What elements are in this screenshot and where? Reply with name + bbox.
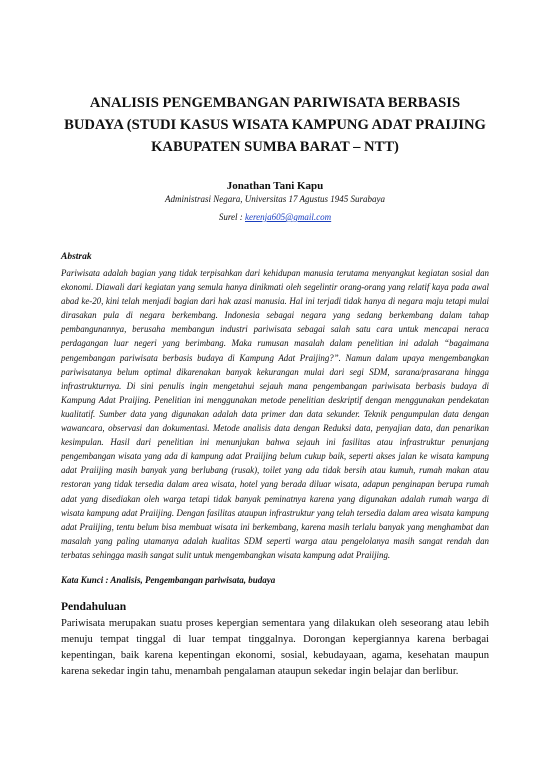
introduction-paragraph: Pariwisata merupakan suatu proses kepergian sementara yang dilakukan oleh seseorang atau lebih menuju tempat tinggal di luar tempat tinggalnya. Dorongan kepergiannya karena berbagai kepentingan, baik karena kepentingan ekonomi, sosial, kebudayaan, agama, kesehatan maupun karena sekedar ingin tahu, menambah pengalaman ataupun sekedar ingin belajar dan berlibur. xyxy=(61,618,489,677)
section-heading-introduction: Pendahuluan xyxy=(61,601,127,613)
paper-title: ANALISIS PENGEMBANGAN PARIWISATA BERBASIS BUDAYA (STUDI KASUS WISATA KAMPUNG ADAT PRAIJING KABUPATEN SUMBA BARAT – NTT) xyxy=(64,95,486,155)
email-label: Surel : xyxy=(218,212,243,222)
author-name: Jonathan Tani Kapu xyxy=(226,180,324,192)
author-affiliation: Administrasi Negara, Universitas 17 Agustus 1945 Surabaya xyxy=(164,194,386,204)
abstract-text: Pariwisata adalah bagian yang tidak terpisahkan dari kehidupan manusia terutama menyangkut kegiatan sosial dan ekonomi. Diawali dari kegiatan yang semula hanya dinikmati oleh segelintir orang-orang yang relatif kaya pada awal abad ke-20, kini telah menjadi bagian dari hak azasi manusia. Hal ini terjadi tidak hanya di negara maju tetapi mulai dirasakan pula di negara berkembang. Indonesia sebagai negara yang sedang berkembang dalam tahap pembangunannya, berusaha membangun industri pariwisata sebagai salah satu cara untuk mencapai neraca perdagangan luar negeri yang berimbang. Maka rumusan masalah dalam penelitian ini adalah “bagaimana pengembangan pariwisata berbasis budaya di Kampung Adat Praijing?”. Namun dalam upaya mengembangkan pariwisatanya belum optimal dikarenakan banyak kekurangan mulai dari segi SDM, sarana/prasarana hingga infrastrukturnya. Di sini penulis ingin mengetahui sejauh mana pengembangan pariwisata berbasis budaya di Kampung Adat Praijing. Penelitian ini menggunakan metode penelitian deskriptif dengan menggunakan pendekatan kualitatif. Sumber data yang digunakan adalah data primer dan data sekunder. Teknik pengumpulan data dengan wawancara, observasi dan dokumentasi. Metode analisis data dengan Reduksi data, penyajian data, dan penarikan kesimpulan. Hasil dari penelitian ini menunjukan bahwa sejauh ini fasilitas atau infrastruktur penunjang pengembangan wisata yang ada di kampung adat Praiijing belum cukup baik, seperti akses jalan ke wisata kampung adat Praiijing masih banyak yang berlubang (rusak), toilet yang ada tidak bersih atau kumuh, rumah makan atau restoran yang tidak tersedia dalam area wisata, hotel yang berada diluar wisata, adapun penginapan berupa rumah adat yang disediakan oleh warga tetapi tidak banyak peminatnya karena yang digunakan adalah rumah warga di wisata kampung adat Praiijing. Dengan fasilitas ataupun infrastruktur yang telah tersedia dalam area wisata kampung adat Praiijing, tentu belum bisa membuat wisata ini berkembang, karena masih terlalu banyak yang menghambat dan masalah yang paling utamanya adalah kualitas SDM seperti warga atau pengelolanya masih sangat rendah dan terbatas sehingga masih sangat sulit untuk mengembangkan wisata kampung adat Praiijing. xyxy=(61,268,489,560)
email-line xyxy=(0,212,550,223)
abstract-heading: Abstrak xyxy=(61,252,92,262)
email-link[interactable]: kerenja605@gmail.com xyxy=(244,212,332,222)
keywords: Kata Kunci : Analisis, Pengembangan pariwisata, budaya xyxy=(61,575,276,585)
